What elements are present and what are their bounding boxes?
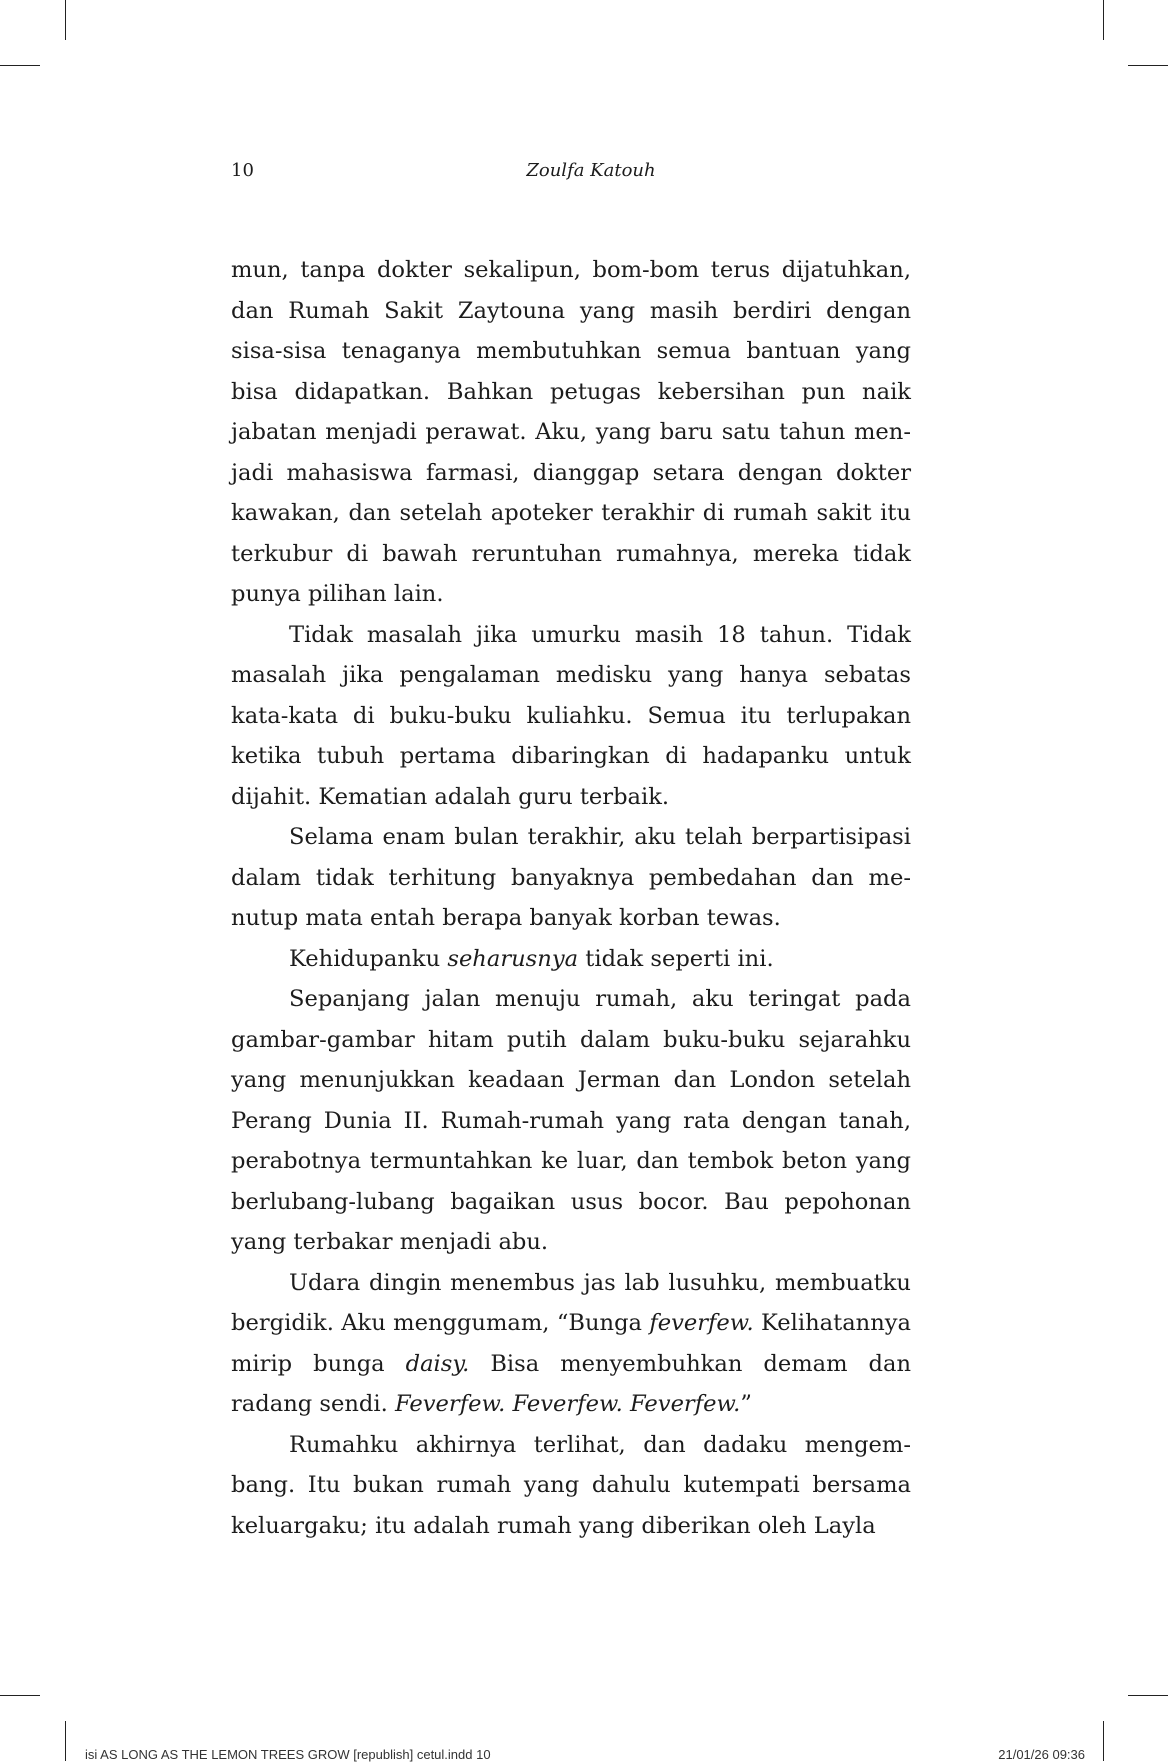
p6-italic-3: Feverfew. Feverfew. Feverfew. <box>394 1391 741 1417</box>
paragraph-3: Selama enam bulan terakhir, aku telah berpartisipasi dalam tidak terhitung banyaknya pembedahan dan menutup mata entah berapa banyak korban tewas. <box>231 824 911 931</box>
paragraph-1: mun, tanpa dokter sekalipun, bom-bom terus dijatuhkan, dan Rumah Sakit Zaytouna yang masih berdiri dengan sisa-sisa tenaganya membutuhkan semua bantuan yang bisa didapatkan. Bahkan petugas kebersihan pun naik jabatan menjadi perawat. Aku, yang baru satu tahun menjadi mahasiswa farmasi, dianggap setara dengan dokter kawakan, dan setelah apoteker terakhir di rumah sakit itu terkubur di bawah reruntuhan rumahnya, mereka tidak punya pilihan lain. <box>231 257 911 607</box>
crop-mark-top-right <box>1103 0 1104 40</box>
p6-text-2: Kelihatannya mirip bunga <box>231 1310 912 1377</box>
p6-text-3: Bisa menyembuhkan demam dan radang sendi. <box>231 1350 911 1417</box>
crop-mark-top-left-h <box>0 65 40 66</box>
crop-mark-bottom-left <box>65 1721 66 1761</box>
p4-text-after: tidak seperti ini. <box>578 945 774 972</box>
p6-text-4: ” <box>740 1391 752 1417</box>
paragraph-4 <box>231 939 911 980</box>
page-number: 10 <box>231 160 254 181</box>
p4-text-before: Kehidupanku <box>289 945 448 972</box>
slug-datetime: 21/01/26 09:36 <box>998 1747 1085 1762</box>
p4-italic: seharusnya <box>447 945 579 972</box>
author-name: Zoulfa Katouh <box>526 160 656 181</box>
p6-italic-1: feverfew. <box>649 1310 754 1336</box>
paragraph-5: Sepanjang jalan menuju rumah, aku teringat pada gambar-gambar hitam putih dalam buku-buku sejarahku yang menunjukkan keadaan Jerman dan London setelah Perang Dunia II. Rumah-rumah yang rata dengan tanah, perabotnya termuntahkan ke luar, dan tembok beton yang berlubang-lubang bagaikan usus bocor. Bau pepohonan yang terbakar menjadi abu. <box>231 986 911 1255</box>
paragraph-6 <box>231 1263 911 1425</box>
crop-mark-top-left <box>65 0 66 40</box>
body-text <box>231 250 911 1546</box>
slug-file-info: isi AS LONG AS THE LEMON TREES GROW [republish] cetul.indd 10 <box>85 1747 491 1762</box>
crop-mark-bottom-left-h <box>0 1695 40 1696</box>
paragraph-2: Tidak masalah jika umurku masih 18 tahun. Tidak masalah jika pengalaman medisku yang hanya sebatas kata-kata di buku-buku kuliahku. Semua itu terlupakan ketika tubuh pertama dibaringkan di hadapanku untuk dijahit. Kematian adalah guru terbaik. <box>231 621 911 810</box>
p6-text-1: Udara dingin menembus jas lab lusuhku, membuatku bergidik. Aku menggumam, “Bunga <box>231 1269 911 1336</box>
paragraph-7: Rumahku akhirnya terlihat, dan dadaku mengembang. Itu bukan rumah yang dahulu kutempati bersama keluargaku; itu adalah rumah yang diberikan oleh Layla <box>231 1431 911 1539</box>
crop-mark-top-right-h <box>1128 65 1168 66</box>
p6-italic-2: daisy. <box>405 1350 470 1377</box>
crop-mark-bottom-right <box>1103 1721 1104 1761</box>
crop-mark-bottom-right-h <box>1128 1695 1168 1696</box>
running-head <box>231 160 911 190</box>
